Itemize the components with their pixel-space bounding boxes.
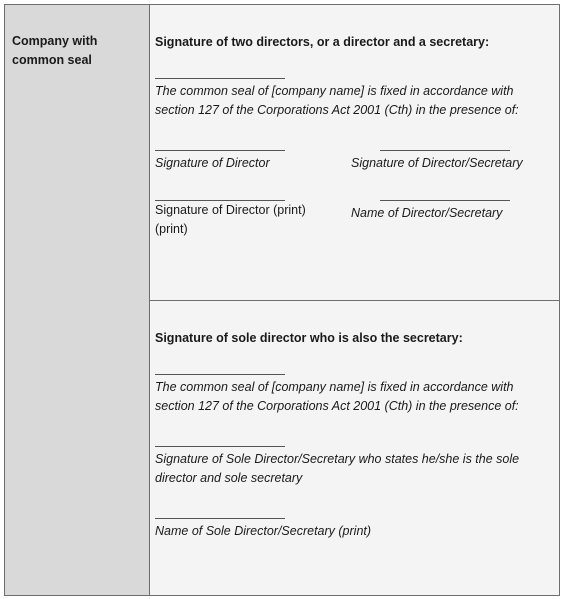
director-secretary-signature-label: Signature of Director/Secretary [351,156,523,170]
seal-signature-line [155,78,285,79]
two-directors-section [150,5,559,301]
right-column [150,5,559,595]
director-print-label: Signature of Director (print) (print) [155,203,306,236]
sole-director-heading: Signature of sole director who is also the secretary: [155,331,463,345]
execution-block-table [4,4,560,596]
sole-name-line [155,518,285,519]
sole-signature-label: Signature of Sole Director/Secretary who states he/she is the sole director and sole secretary [155,452,520,485]
sole-name-label: Name of Sole Director/Secretary (print) [155,524,372,538]
left-column [5,5,150,595]
director-signature-label: Signature of Director [155,156,270,170]
director-signature-line [155,150,285,151]
director-print-cell [155,200,351,239]
two-directors-heading: Signature of two directors, or a director and a secretary: [155,35,490,49]
sole-seal-signature-line [155,374,285,375]
signature-row-2 [155,200,551,239]
director-secretary-name-cell [351,200,551,239]
director-signature-cell [155,150,351,173]
director-secretary-name-label: Name of Director/Secretary [351,206,503,220]
director-secretary-signature-line [380,150,510,151]
signature-row-1 [155,150,551,173]
company-seal-label: Company with common seal [12,34,98,67]
sole-seal-text: The common seal of [company name] is fixed in accordance with section 127 of the Corporations Act 2001 (Cth) in the presence of: [155,380,519,413]
sole-director-section [150,301,559,595]
sole-signature-line [155,446,285,447]
director-secretary-name-line [380,200,510,201]
seal-text: The common seal of [company name] is fixed in accordance with section 127 of the Corporations Act 2001 (Cth) in the presence of: [155,84,519,117]
director-secretary-signature-cell [351,150,551,173]
